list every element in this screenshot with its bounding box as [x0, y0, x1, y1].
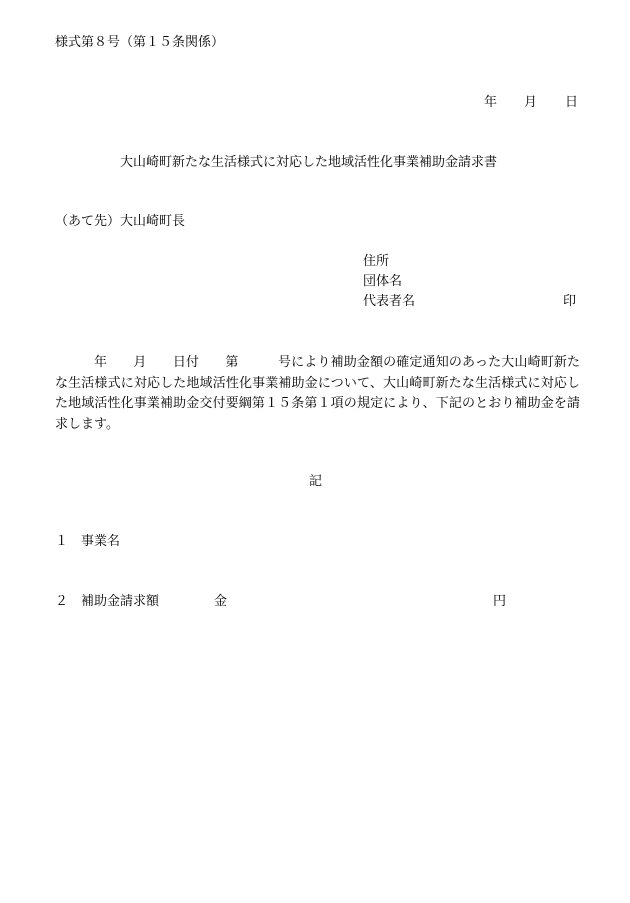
item-1-number: １ [55, 534, 69, 549]
seal-label: 印 [563, 294, 577, 309]
item-1-label: 事業名 [81, 534, 121, 549]
ki-heading: 記 [309, 474, 323, 489]
date-year-label: 年 [484, 95, 498, 110]
organization-label: 団体名 [363, 274, 403, 289]
amount-unit: 円 [493, 594, 507, 609]
address-label: 住所 [363, 254, 390, 269]
date-day-label: 日 [565, 95, 579, 110]
item-2-number: ２ [55, 594, 69, 609]
form-label: 様式第８号（第１５条関係） [55, 35, 225, 50]
request-body-paragraph: 年 月 日付 第 号により補助金額の確定通知のあった大山崎町新たな生活様式に対応した地域活性化事業補助金について、大山崎町新たな生活様式に対応した地域活性化事業補助金交付要綱第１５条第１項の規定により、下記のとおり補助金を請求します。 [55, 355, 580, 432]
representative-label: 代表者名 [363, 294, 416, 309]
date-month-label: 月 [524, 95, 538, 110]
addressee: （あて先）大山崎町長 [55, 214, 186, 229]
item-2-label: 補助金請求額 [81, 594, 160, 609]
amount-prefix: 金 [214, 594, 228, 609]
document-title: 大山崎町新たな生活様式に対応した地域活性化事業補助金請求書 [120, 155, 498, 170]
